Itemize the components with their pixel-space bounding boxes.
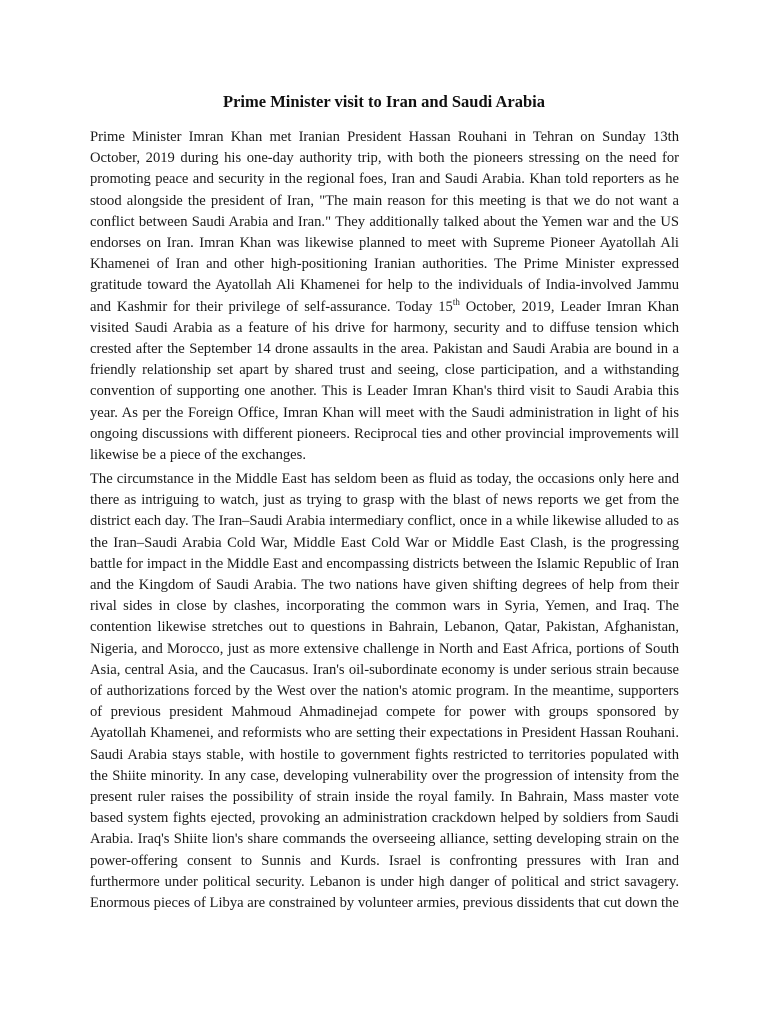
paragraph-2: The circumstance in the Middle East has seldom been as fluid as today, the occasions only here and there as intriguing to watch, just as trying to grasp with the blast of news reports we get from the district each day. The Iran–Saudi Arabia intermediary conflict, once in a while likewise alluded to as the Iran–Saudi Arabia Cold War, Middle East Cold War or Middle East Clash, is the progressing battle for impact in the Middle East and encompassing districts between the Islamic Republic of Iran and the Kingdom of Saudi Arabia. The two nations have given shifting degrees of help from their rival sides in close by clashes, incorporating the common wars in Syria, Yemen, and Iraq. The contention likewise stretches out to questions in Bahrain, Lebanon, Qatar, Pakistan, Afghanistan, Nigeria, and Morocco, just as more extensive challenge in North and East Africa, portions of South Asia, central Asia, and the Caucasus. Iran's oil-subordinate economy is under serious strain because of authorizations forced by the West over the nation's atomic program. In the meantime, supporters of previous president Mahmoud Ahmadinejad compete for power with groups sponsored by Ayatollah Khamenei, and reformists who are setting their expectations in President Hassan Rouhani. Saudi Arabia stays stable, with hostile to government fights restricted to territories populated with the Shiite minority. In any case, developing vulnerability over the progression of intensity from the present ruler raises the possibility of strain inside the royal family. In Bahrain, Mass master vote based system fights ejected, provoking an administration crackdown helped by soldiers from Saudi Arabia. Iraq's Shiite lion's share commands the overseeing alliance, setting developing strain on the power-offering consent to Sunnis and Kurds. Israel is confronting pressures with Iran and furthermore under political security. Lebanon is under high danger of political and strict savagery. Enormous pieces of Libya are constrained by volunteer armies, previous dissidents that cut down the (90, 471, 679, 912)
page-title: Prime Minister visit to Iran and Saudi Arabia (223, 92, 545, 111)
ordinal-superscript: th (452, 296, 460, 307)
paragraph-1-text-end: October, 2019, Leader Imran Khan visited Saudi Arabia as a feature of his drive for harmony, security and to diffuse tension which crested after the September 14 drone assaults in the area. Pakistan and Saudi Arabia are bound in a friendly relationship set apart by shared trust and seeing, close participation, and a withstanding convention of supporting one another. This is Leader Imran Khan's third visit to Saudi Arabia this year. As per the Foreign Office, Imran Khan will meet with the Saudi administration in light of his ongoing discussions with different pioneers. Reciprocal ties and other provincial improvements will likewise be a piece of the exchanges. (90, 298, 679, 464)
paragraph-1 (90, 127, 679, 466)
paragraph-1-text-start: Prime Minister Imran Khan met Iranian President Hassan Rouhani in Tehran on Sunday 13th October, 2019 during his one-day authority trip, with both the pioneers stressing on the need for promoting peace and security in the regional foes, Iran and Saudi Arabia. Khan told reporters as he stood alongside the president of Iran, "The main reason for this meeting is that we do not want a conflict between Saudi Arabia and Iran." They additionally talked about the Yemen war and the US endorses on Iran. Imran Khan was likewise planned to meet with Supreme Pioneer Ayatollah Ali Khamenei of Iran and other high-positioning Iranian authorities. The Prime Minister expressed gratitude toward the Ayatollah Ali Khamenei for help to the individuals of India-involved Jammu and Kashmir for their privilege of self-assurance. Today 15 (90, 129, 679, 315)
